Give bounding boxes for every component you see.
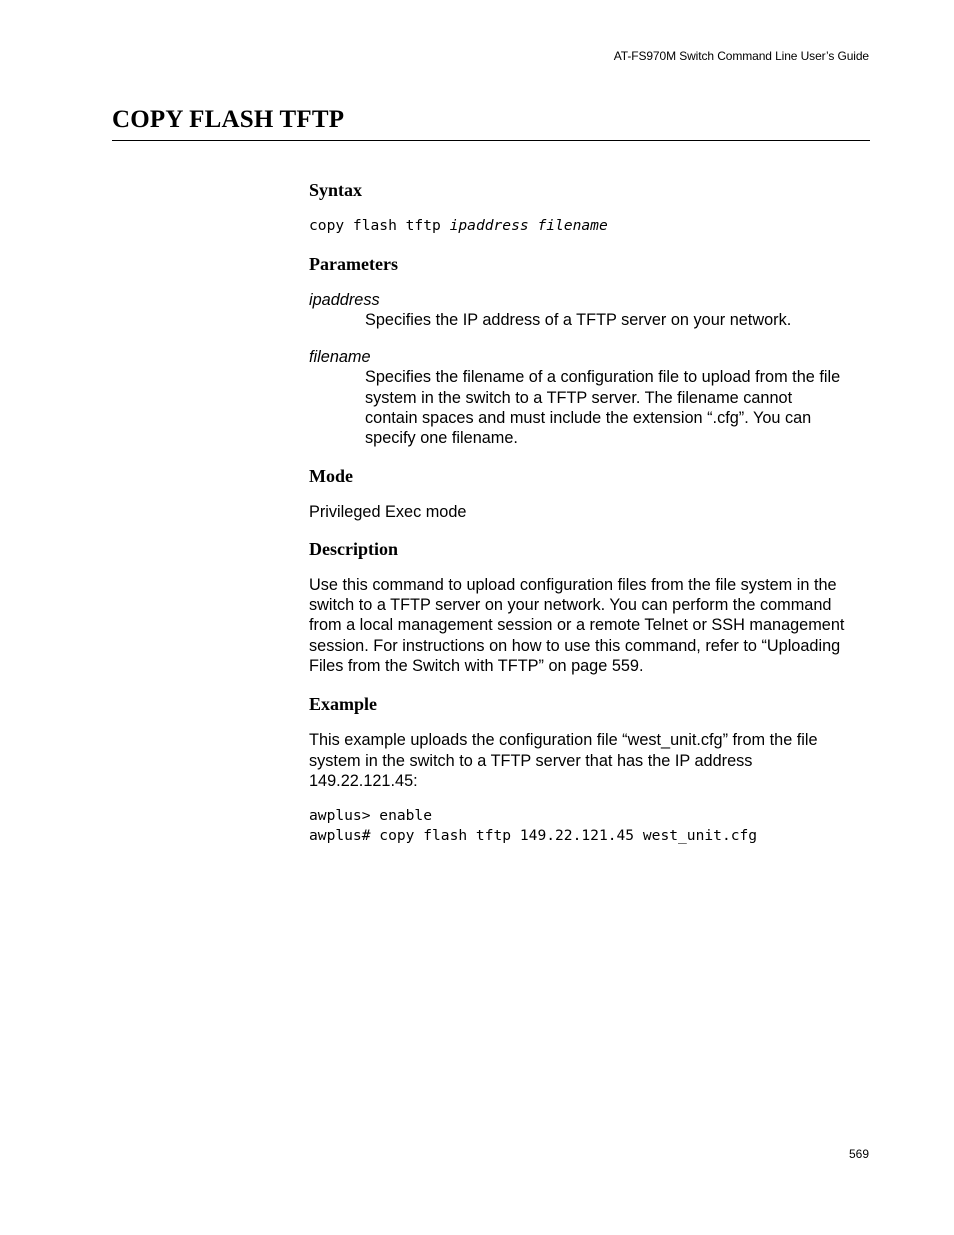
param-filename-name: filename xyxy=(309,348,371,367)
param-filename-line: specify one filename. xyxy=(365,429,518,448)
description-line: switch to a TFTP server on your network. You can perform the command xyxy=(309,596,832,615)
syntax-command-text: copy flash tftp xyxy=(309,217,450,234)
running-header: AT-FS970M Switch Command Line User’s Guide xyxy=(613,49,869,63)
main-content xyxy=(309,178,874,846)
example-code-block xyxy=(309,806,874,846)
description-line: Files from the Switch with TFTP” on page 559. xyxy=(309,656,644,675)
mode-text: Privileged Exec mode xyxy=(309,503,467,522)
description-line: Use this command to upload configuration files from the file system in the xyxy=(309,575,837,594)
example-heading: Example xyxy=(309,694,378,715)
param-ipaddress-description: Specifies the IP address of a TFTP server on your network. xyxy=(365,311,792,329)
param-ipaddress-name: ipaddress xyxy=(309,291,380,309)
description-line: session. For instructions on how to use this command, refer to “Uploading xyxy=(309,636,841,655)
description-heading: Description xyxy=(309,538,398,559)
syntax-arguments: ipaddress filename xyxy=(449,217,608,234)
example-line: system in the switch to a TFTP server that has the IP address xyxy=(309,751,753,770)
mode-heading: Mode xyxy=(309,466,353,487)
description-text xyxy=(309,575,874,676)
param-filename-line: contain spaces and must include the extension “.cfg”. You can xyxy=(365,408,812,427)
code-line: awplus# copy flash tftp 149.22.121.45 west_unit.cfg xyxy=(309,827,758,845)
syntax-heading: Syntax xyxy=(309,180,363,200)
example-line: 149.22.121.45: xyxy=(309,771,418,790)
description-line: from a local management session or a remote Telnet or SSH management xyxy=(309,616,845,635)
syntax-command xyxy=(309,216,874,236)
page-number: 569 xyxy=(848,1147,869,1161)
example-line: This example uploads the configuration file “west_unit.cfg” from the file xyxy=(309,731,818,750)
example-text xyxy=(309,730,874,791)
code-line: awplus> enable xyxy=(309,807,433,825)
title-rule xyxy=(112,140,870,141)
parameters-heading: Parameters xyxy=(309,254,398,274)
param-filename-line: Specifies the filename of a configuration file to upload from the file xyxy=(365,368,841,387)
param-filename-line: system in the switch to a TFTP server. The filename cannot xyxy=(365,388,793,407)
param-filename-description xyxy=(365,367,874,448)
page-title: COPY FLASH TFTP xyxy=(112,106,345,133)
